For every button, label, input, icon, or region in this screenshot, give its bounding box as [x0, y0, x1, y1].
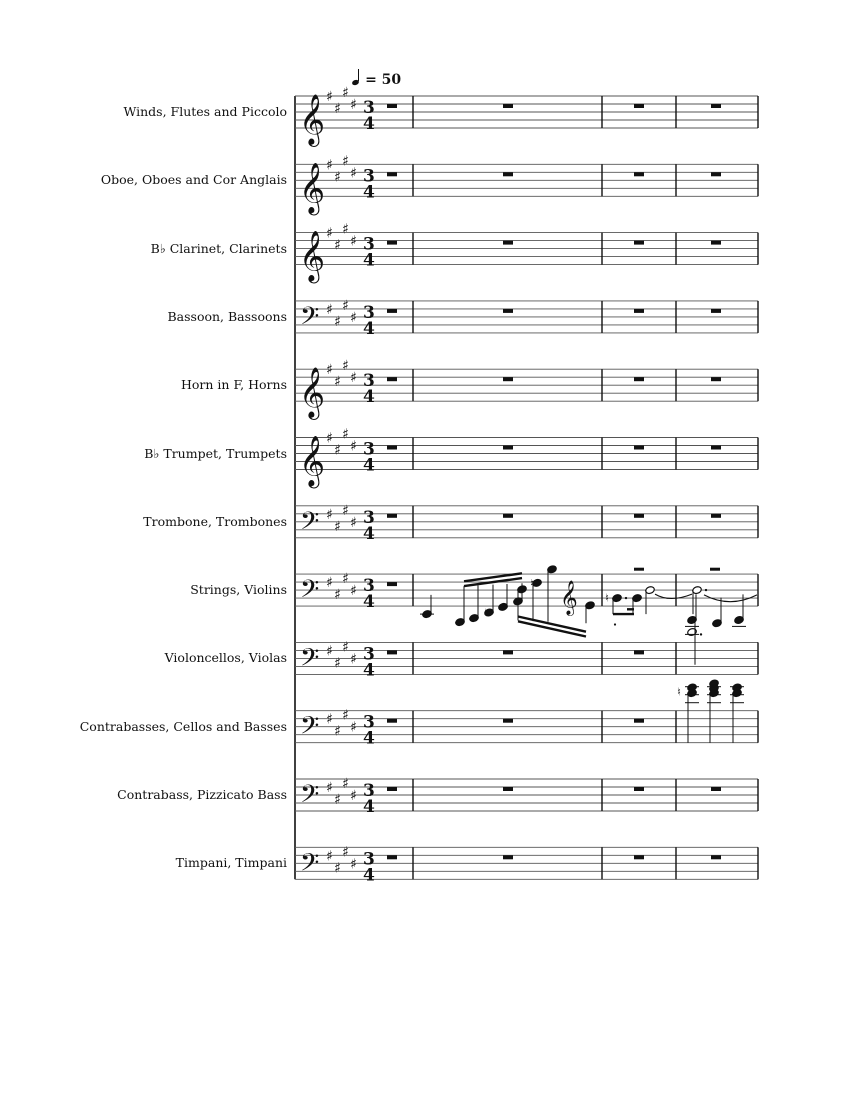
whole-rest-icon: [387, 309, 397, 313]
sharp-icon: ♯: [342, 639, 349, 656]
sharp-icon: ♯: [350, 97, 357, 113]
instrument-label: Horn in F, Horns: [181, 377, 287, 393]
whole-rest-icon: [711, 514, 721, 518]
whole-rest-icon: [387, 446, 397, 450]
time-signature-top: 3: [363, 849, 375, 870]
sharp-icon: ♯: [334, 442, 341, 459]
whole-rest-icon: [710, 568, 720, 571]
time-signature-bottom: 4: [363, 250, 375, 271]
strings-violins-notation: [420, 565, 757, 637]
sharp-icon: ♯: [326, 506, 333, 523]
bass-clef-icon: 𝄢: [300, 780, 320, 815]
staff-5: [295, 427, 758, 489]
sharp-icon: ♯: [350, 651, 357, 668]
sharp-icon: ♯: [350, 583, 357, 600]
time-signature-top: 3: [363, 234, 375, 255]
sharp-icon: ♯: [350, 788, 357, 804]
sharp-icon: ♯: [326, 362, 333, 379]
sharp-icon: ♯: [342, 297, 349, 314]
whole-rest-icon: [503, 787, 513, 791]
time-signature-bottom: 4: [363, 387, 375, 408]
sharp-icon: ♯: [326, 301, 333, 318]
whole-rest-icon: [634, 377, 644, 381]
dot: [700, 633, 702, 635]
time-signature-bottom: 4: [363, 318, 375, 339]
treble-clef-icon: 𝄞: [299, 230, 326, 282]
time-signature-top: 3: [363, 712, 375, 733]
treble-clef-icon: 𝄞: [299, 94, 326, 145]
whole-rest-icon: [634, 514, 644, 518]
sharp-icon: ♯: [326, 643, 333, 660]
whole-rest-icon: [711, 104, 721, 108]
bass-clef-icon: 𝄢: [300, 643, 320, 679]
treble-clef-icon: 𝄞: [299, 162, 326, 214]
whole-rest-icon: [503, 719, 513, 723]
sharp-icon: ♯: [334, 237, 341, 254]
whole-rest-icon: [387, 719, 397, 723]
staff-4: [295, 358, 758, 420]
instrument-label: Winds, Flutes and Piccolo: [123, 104, 287, 119]
staff-8: [295, 639, 758, 680]
bass-clef-icon: 𝄢: [300, 506, 320, 542]
whole-rest-icon: [711, 309, 721, 313]
time-signature-bottom: 4: [363, 592, 375, 613]
sharp-icon: ♯: [334, 374, 341, 391]
notehead: [687, 627, 697, 636]
sharp-icon: ♯: [326, 89, 333, 105]
sharp-icon: ♯: [350, 309, 357, 326]
sharp-icon: ♯: [350, 719, 357, 736]
instrument-label: Timpani, Timpani: [175, 855, 287, 871]
sharp-icon: ♯: [334, 101, 341, 117]
sharp-icon: ♯: [334, 860, 341, 877]
time-signature-bottom: 4: [363, 182, 375, 203]
whole-rest-icon: [503, 446, 513, 450]
sharp-icon: ♯: [326, 848, 333, 865]
sharp-icon: ♯: [342, 85, 349, 101]
staff-10: [295, 776, 758, 817]
whole-rest-icon: [387, 514, 397, 518]
time-signature-bottom: 4: [363, 455, 375, 476]
staff-0: [295, 85, 758, 147]
sharp-icon: ♯: [334, 169, 341, 186]
staff-3: [295, 298, 758, 339]
treble-clef-icon: 𝄞: [299, 367, 326, 419]
bass-clef-icon: 𝄢: [300, 711, 320, 747]
whole-rest-icon: [634, 104, 644, 108]
sharp-icon: ♯: [350, 370, 357, 387]
time-signature-top: 3: [363, 644, 375, 665]
time-signature-bottom: 4: [363, 114, 375, 134]
sharp-icon: ♯: [326, 575, 333, 592]
whole-rest-icon: [634, 719, 644, 723]
sharp-icon: ♯: [334, 723, 341, 740]
treble-clef-change-icon: 𝄞: [560, 580, 578, 616]
whole-rest-icon: [387, 104, 397, 108]
whole-rest-icon: [503, 514, 513, 518]
sharp-icon: ♯: [342, 571, 349, 588]
bass-clef-icon: 𝄢: [300, 575, 320, 611]
time-signature-bottom: 4: [363, 523, 375, 544]
sharp-icon: ♯: [326, 225, 333, 242]
sharp-icon: ♯: [334, 518, 341, 535]
natural-icon: ♮: [605, 591, 609, 605]
whole-rest-icon: [503, 172, 513, 176]
whole-rest-icon: [634, 172, 644, 176]
sharp-icon: ♯: [342, 707, 349, 724]
instrument-label: Contrabass, Pizzicato Bass: [117, 787, 287, 802]
natural-icon: ♮: [677, 685, 681, 699]
whole-rest-icon: [711, 241, 721, 245]
sharp-icon: ♯: [350, 856, 357, 873]
instrument-label: Trombone, Trombones: [143, 513, 287, 529]
time-signature-top: 3: [363, 98, 375, 118]
sharp-icon: ♯: [342, 776, 349, 792]
time-signature-top: 3: [363, 302, 375, 323]
whole-rest-icon: [387, 241, 397, 245]
whole-rest-icon: [634, 568, 644, 571]
sharp-icon: ♯: [326, 711, 333, 728]
whole-rest-icon: [503, 650, 513, 654]
instrument-label: B♭ Trumpet, Trumpets: [144, 445, 287, 461]
sharp-icon: ♯: [326, 430, 333, 447]
whole-rest-icon: [711, 377, 721, 381]
sharp-icon: ♯: [350, 233, 357, 250]
whole-rest-icon: [387, 787, 397, 791]
sharp-icon: ♯: [342, 358, 349, 375]
time-signature-top: 3: [363, 439, 375, 460]
whole-rest-icon: [711, 787, 721, 791]
staff-6: [295, 503, 758, 544]
whole-rest-icon: [634, 855, 644, 859]
whole-rest-icon: [387, 650, 397, 654]
sharp-icon: ♯: [334, 587, 341, 604]
natural-icon: ♮: [484, 606, 488, 620]
whole-rest-icon: [503, 241, 513, 245]
time-signature-top: 3: [363, 166, 375, 187]
instrument-label: Strings, Violins: [190, 582, 287, 598]
sharp-icon: ♯: [342, 502, 349, 519]
staff-1: [295, 153, 758, 215]
time-signature-top: 3: [363, 576, 375, 597]
whole-rest-icon: [711, 446, 721, 450]
whole-rest-icon: [503, 855, 513, 859]
sharp-icon: ♯: [342, 426, 349, 443]
whole-rest-icon: [503, 309, 513, 313]
sharp-icon: ♯: [334, 655, 341, 672]
bass-clef-icon: 𝄢: [300, 848, 320, 884]
staff-11: [295, 844, 758, 885]
whole-rest-icon: [503, 377, 513, 381]
sharp-icon: ♯: [326, 157, 333, 174]
staccato-dot: [614, 623, 616, 625]
whole-rest-icon: [503, 104, 513, 108]
staff-2: [295, 222, 758, 284]
sharp-icon: ♯: [350, 165, 357, 182]
time-signature-bottom: 4: [363, 660, 375, 681]
whole-rest-icon: [387, 172, 397, 176]
dot: [625, 597, 627, 599]
whole-rest-icon: [634, 446, 644, 450]
sharp-icon: ♯: [342, 844, 349, 861]
instrument-label: Violoncellos, Violas: [164, 650, 287, 666]
time-signature-bottom: 4: [363, 797, 375, 817]
sharp-icon: ♯: [334, 792, 341, 808]
whole-rest-icon: [634, 309, 644, 313]
whole-rest-icon: [387, 582, 397, 586]
whole-rest-icon: [711, 855, 721, 859]
instrument-label: Contrabasses, Cellos and Basses: [79, 718, 287, 734]
staff-9: [295, 708, 758, 749]
time-signature-top: 3: [363, 507, 375, 528]
whole-rest-icon: [387, 855, 397, 859]
instrument-label: Oboe, Oboes and Cor Anglais: [100, 172, 287, 188]
time-signature-bottom: 4: [363, 728, 375, 749]
whole-rest-icon: [634, 241, 644, 245]
instrument-label: Bassoon, Bassoons: [167, 308, 287, 324]
whole-rest-icon: [711, 172, 721, 176]
natural-icon: ♮: [530, 576, 534, 590]
sharp-icon: ♯: [334, 313, 341, 330]
sharp-icon: ♯: [350, 514, 357, 531]
time-signature-top: 3: [363, 781, 375, 801]
whole-rest-icon: [387, 377, 397, 381]
dot: [705, 589, 707, 591]
tempo-value: = 50: [365, 72, 402, 88]
treble-clef-icon: 𝄞: [299, 435, 326, 487]
bass-clef-icon: 𝄢: [300, 301, 320, 337]
time-signature-top: 3: [363, 371, 375, 392]
whole-rest-icon: [634, 650, 644, 654]
staff-7: [295, 571, 758, 612]
violas-notation: [685, 594, 746, 664]
sharp-icon: ♯: [342, 221, 349, 238]
whole-rest-icon: [634, 787, 644, 791]
time-signature-bottom: 4: [363, 865, 375, 886]
sharp-icon: ♯: [326, 780, 333, 796]
instrument-label: B♭ Clarinet, Clarinets: [150, 240, 287, 256]
sharp-icon: ♯: [350, 438, 357, 455]
sharp-icon: ♯: [342, 153, 349, 170]
